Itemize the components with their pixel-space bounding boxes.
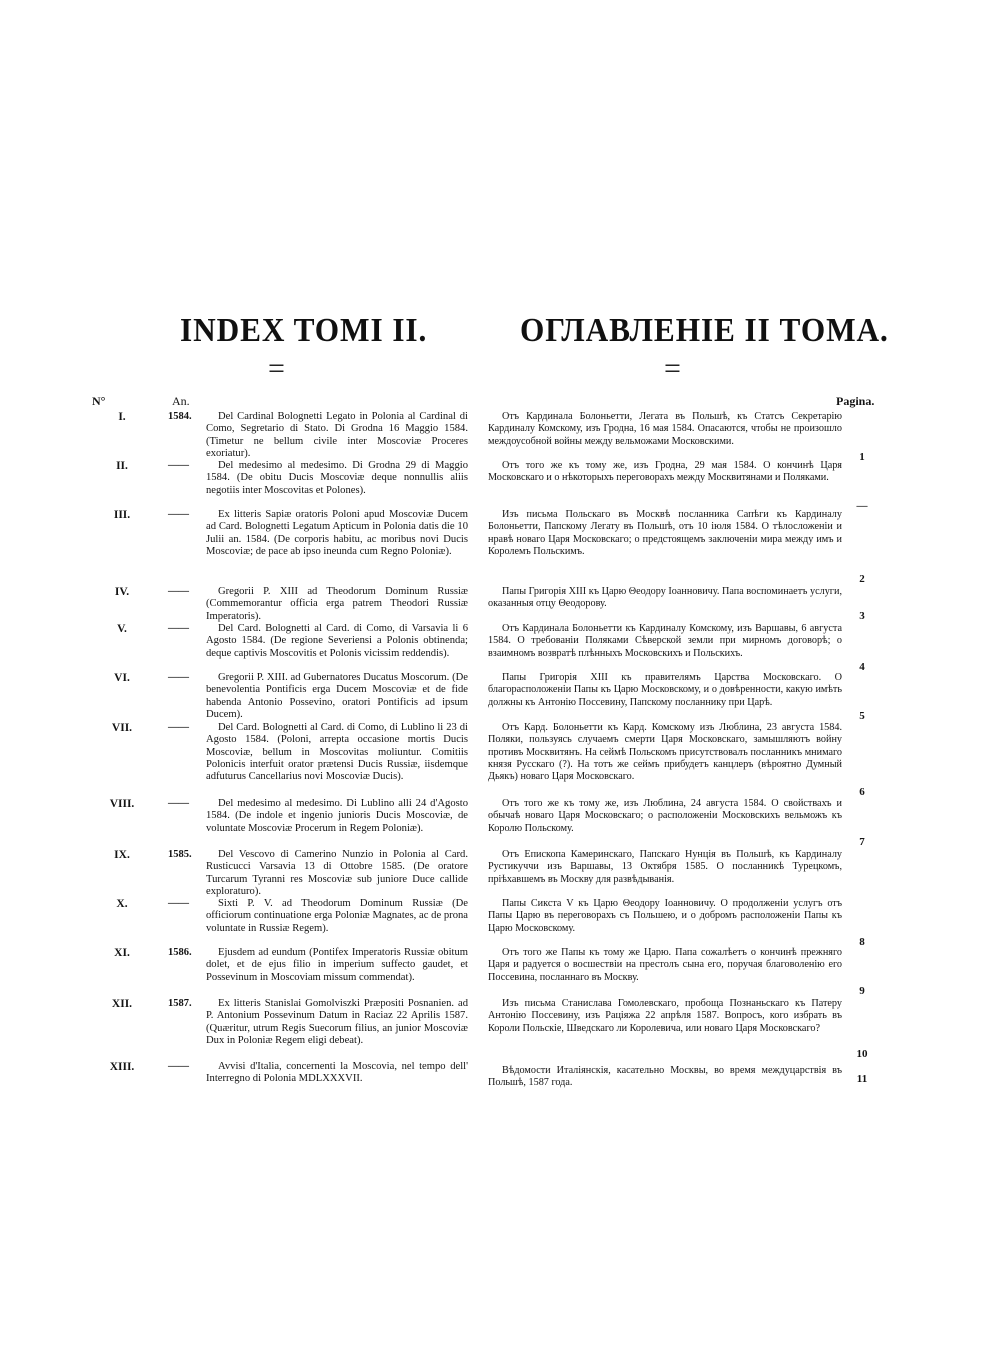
column-header-year: An.	[172, 394, 190, 408]
entry-russian-text: Папы Григорія XIII къ правителямъ Царства Московскаго. О благорасположеніи Папы къ Царю Московскому, и о довѣренности, какую имѣть должны къ Антонію Поссевину, Папскому посланнику при Царѣ.	[488, 672, 842, 708]
entry-latin-text: Del Card. Bolognetti al Card. di Como, di Varsavia li 6 Agosto 1584. (De regione Severiensi a Polonis obtinenda; deque captivis Moscovitis et Polonis vicissim reddendis).	[206, 623, 468, 659]
index-title-russian: ОГЛАВЛЕНІЕ II ТОМА.	[520, 312, 889, 349]
entry-number: VI.	[114, 672, 130, 684]
entry-year: ——	[168, 460, 189, 471]
entry-number: XII.	[111, 998, 133, 1010]
column-header-number: N°	[92, 394, 106, 408]
column-header-page: Pagina.	[836, 394, 875, 408]
entry-russian-text: Отъ Кардинала Болоньетти, Легата въ Польшѣ, къ Статсъ Секретарію Кардиналу Комскому, изъ Гродна, 16 мая 1584. Опасаются, чтобы не произошло междоусобной войны между вельможами Московскими.	[488, 411, 842, 447]
entry-page: 10	[856, 1048, 868, 1060]
entry-number: I.	[118, 411, 126, 423]
entry-year: ——	[168, 898, 189, 909]
entry-number: III.	[113, 509, 131, 521]
entry-latin-text: Gregorii P. XIII ad Theodorum Dominum Russiæ (Commemorantur officia erga patrem Theodori Russiæ Imperatoris).	[206, 586, 468, 622]
entry-russian-text: Изъ письма Станислава Гомолевскаго, пробоща Познаньскаго къ Патеру Антонію Поссевину, изъ Раціяжа 22 апрѣля 1587. Вопросъ, кого избрать въ Короли Польскіе, Шведскаго ли Королевича, или новаго Царя Московскаго?	[488, 998, 842, 1034]
entry-page: 3	[859, 610, 865, 622]
entry-russian-text: Вѣдомости Италіянскія, касательно Москвы, во время междуцарствія въ Польшѣ, 1587 года.	[488, 1065, 842, 1089]
entry-page: 8	[859, 936, 865, 948]
entry-latin-text: Del medesimo al medesimo. Di Lublino alli 24 d'Agosto 1584. (De indole et ingenio junioris Ducis Moscoviæ, de voluntate Moscoviæ Procerum in Regem Poloniæ).	[206, 798, 468, 834]
entry-number: X.	[116, 898, 128, 910]
entry-page: 9	[859, 985, 865, 997]
entry-year: 1585.	[168, 849, 192, 860]
entry-russian-text: Папы Григорія XIII къ Царю Θеодору Іоанновичу. Папа воспоминаетъ услуги, оказанныя отцу Θеодорову.	[488, 586, 842, 610]
entry-latin-text: Ex litteris Sapiæ oratoris Poloni apud Moscoviæ Ducem ad Card. Bolognetti Legatum Apticum in Polonia datis die 10 Julii an. 1584. (De corporis habitu, ac moribus novi Ducis Moscoviæ; de pace ab ipso ineunda cum Regno Poloniæ).	[206, 509, 468, 557]
entry-number: XIII.	[109, 1061, 135, 1073]
entry-number: II.	[116, 460, 128, 472]
entry-year: ——	[168, 798, 189, 809]
entry-russian-text: Отъ того же къ тому же, изъ Люблина, 24 августа 1584. О свойствахъ и обычаѣ новаго Царя Московскаго; о расположеніи Московскихъ вельможъ къ Королю Польскому.	[488, 798, 842, 834]
entry-latin-text: Gregorii P. XIII. ad Gubernatores Ducatus Moscorum. (De benevolentia Pontificis erga Ducem Moscoviæ et de fide habenda Antonio Possevino, oratori Pontificis ad ipsum Ducem).	[206, 672, 468, 720]
entry-number: IX.	[114, 849, 130, 861]
entry-latin-text: Avvisi d'Italia, concernenti la Moscovia, nel tempo dell' Interregno di Polonia MDLXXXVII.	[206, 1061, 468, 1085]
entry-year: ——	[168, 672, 189, 683]
entry-year: 1584.	[168, 411, 192, 422]
entry-latin-text: Del medesimo al medesimo. Di Grodna 29 di Maggio 1584. (De obitu Ducis Moscoviæ deque nonnullis aliis negotiis inter Moscovitas et Polones).	[206, 460, 468, 496]
entry-page: —	[856, 500, 868, 512]
entry-latin-text: Del Vescovo di Camerino Nunzio in Polonia al Card. Rusticucci Varsavia 13 di Ottobre 1585. (De oratore Turcarum Tyranni res Moscoviæ sub juniore Duce callide exploraturo).	[206, 849, 468, 897]
entry-page: 5	[859, 710, 865, 722]
entry-russian-text: Отъ того же Папы къ тому же Царю. Папа сожалѣетъ о кончинѣ прежняго Царя и радуется о восшествіи на престолъ сына его, поручая благоволенію его Поссевина, посланнаго въ Москву.	[488, 947, 842, 983]
entry-page: 11	[856, 1073, 868, 1085]
entry-number: VIII.	[109, 798, 135, 810]
entry-latin-text: Sixti P. V. ad Theodorum Dominum Russiæ (De officiorum continuatione erga Poloniæ Magnates, ac de prona voluntate in Russiæ Regem).	[206, 898, 468, 934]
entry-latin-text: Ejusdem ad eundum (Pontifex Imperatoris Russiæ obitum dolet, et de ejus filio in imperium suffecto gaudet, et Possevinum in Moscoviam missum commendat).	[206, 947, 468, 983]
divider-latin: =	[268, 352, 285, 385]
entry-number: VII.	[111, 722, 133, 734]
entry-page: 1	[859, 451, 865, 463]
entry-latin-text: Del Cardinal Bolognetti Legato in Polonia al Cardinal di Como, Segretario di Stato. Di Grodna 16 Maggio 1584. (Timetur ne bellum civile inter Moscoviæ Proceres exoriatur).	[206, 411, 468, 459]
entry-latin-text: Ex litteris Stanislai Gomolviszki Præpositi Posnanien. ad P. Antonium Possevinum Datum in Raciaz 22 Aprilis 1587. (Quæritur, utrum Regis Suecorum filius, an junior Moscoviæ Dux in Poloniæ Regem eligi debeat).	[206, 998, 468, 1046]
entry-russian-text: Отъ того же къ тому же, изъ Гродна, 29 мая 1584. О кончинѣ Царя Московскаго и о нѣкоторыхъ переговорахъ между Москвитянами и Поляками.	[488, 460, 842, 484]
entry-number: IV.	[114, 586, 130, 598]
entry-latin-text: Del Card. Bolognetti al Card. di Como, di Lublino li 23 di Agosto 1584. (Poloni, arrepta occasione mortis Ducis Moscoviæ, bellum in Moscovitas moliuntur. Comitiis Polonicis interfuit orator prætensi Ducis Russiæ, iisdemque adfuturus Cancellarius novi Moscoviæ Ducis).	[206, 722, 468, 783]
entry-year: ——	[168, 586, 189, 597]
entry-russian-text: Отъ Кард. Болоньетти къ Кард. Комскому изъ Люблина, 23 августа 1584. Поляки, пользуясь случаемъ смерти Царя Московскаго, замышляютъ войну противъ Москвитянъ. На сеймѣ Польскомъ присутствовалъ посланникъ мнимаго князя Русскаго (?). На тотъ же сеймъ прибудетъ канцлеръ (вѣроятно Думный Дьякъ) новаго Царя Московскаго.	[488, 722, 842, 783]
entry-page: 2	[859, 573, 865, 585]
entry-russian-text: Изъ письма Польскаго въ Москвѣ посланника Сапѣги къ Кардиналу Болоньетти, Папскому Легату въ Польшѣ, отъ 10 іюля 1584. О тѣлосложеніи и нравѣ новаго Царя Московскаго; о предстоящемъ заключеніи мира между имъ и Королемъ Польскимъ.	[488, 509, 842, 557]
entry-page: 6	[859, 786, 865, 798]
entry-russian-text: Папы Сикста V къ Царю Θеодору Іоанновичу. О продолженіи услугъ отъ Папы Царю въ переговорахъ съ Польшею, и о добромъ расположеніи Папы къ Царю Московскому.	[488, 898, 842, 934]
divider-russian: =	[664, 352, 681, 385]
entry-russian-text: Отъ Епископа Камеринскаго, Папскаго Нунція въ Польшѣ, къ Кардиналу Рустикуччи изъ Варшавы, 13 Октября 1585. О посланникѣ Турецкомъ, пріѣхавшемъ въ Москву для развѣдыванія.	[488, 849, 842, 885]
entry-year: ——	[168, 623, 189, 634]
entry-year: ——	[168, 1061, 189, 1072]
entry-number: V.	[117, 623, 127, 635]
entry-year: ——	[168, 509, 189, 520]
entry-number: XI.	[114, 947, 130, 959]
entry-year: 1587.	[168, 998, 192, 1009]
entry-year: 1586.	[168, 947, 192, 958]
entry-year: ——	[168, 722, 189, 733]
entry-russian-text: Отъ Кардинала Болоньетти къ Кардиналу Комскому, изъ Варшавы, 6 августа 1584. О требованіи Поляками Сѣверской земли при мирномъ договорѣ; о взаимномъ возвратѣ плѣнныхъ Московскихъ и Польскихъ.	[488, 623, 842, 659]
entry-page: 4	[859, 661, 865, 673]
index-title-latin: INDEX TOMI II.	[180, 312, 428, 349]
entry-page: 7	[859, 836, 865, 848]
